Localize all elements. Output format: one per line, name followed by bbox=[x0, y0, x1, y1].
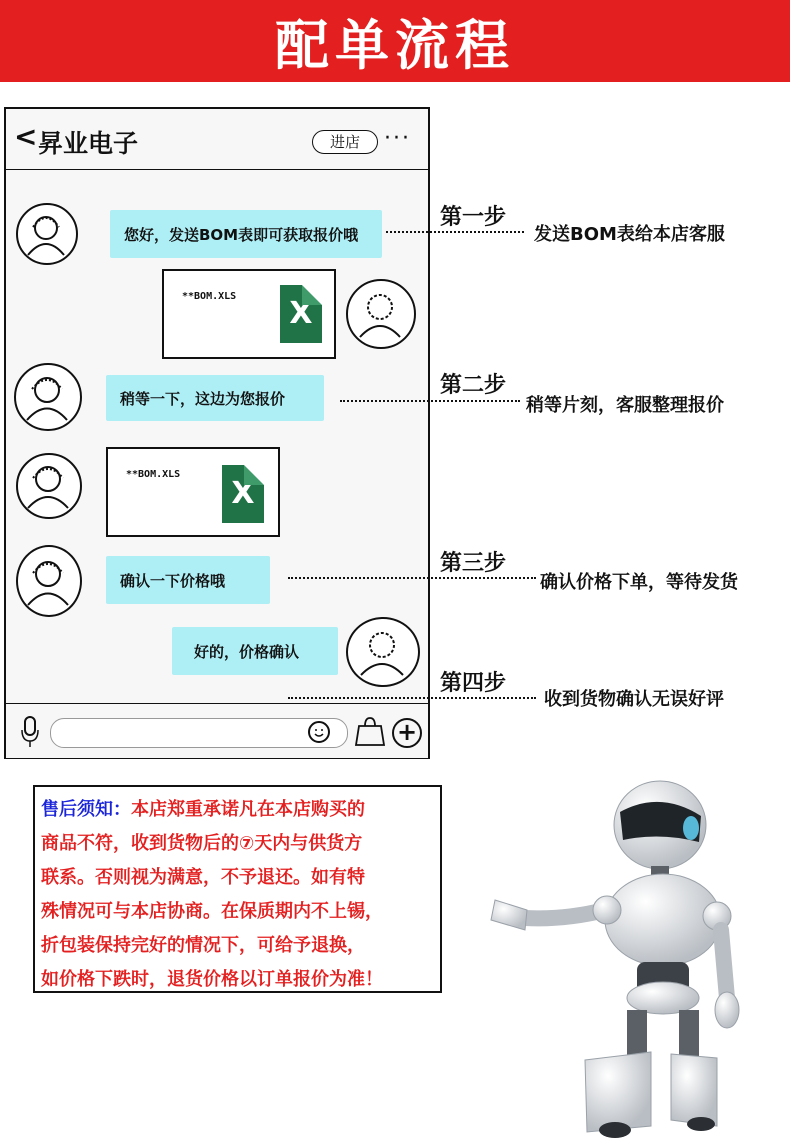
robot-illustration bbox=[455, 770, 755, 1140]
notice-line: 折包装保持完好的情况下，可给予退换， bbox=[41, 935, 365, 956]
shop-name: 昇业电子 bbox=[38, 129, 139, 158]
service-avatar bbox=[16, 453, 82, 519]
title-banner bbox=[0, 0, 790, 82]
service-avatar bbox=[16, 203, 78, 265]
step-connector bbox=[386, 231, 524, 233]
step-label: 第二步 bbox=[440, 373, 507, 398]
step-label: 第四步 bbox=[440, 671, 507, 696]
notice-line: 殊情况可与本店协商。在保质期内不上锡， bbox=[41, 901, 383, 922]
enter-shop-button[interactable]: 进店 bbox=[312, 130, 378, 154]
service-avatar bbox=[14, 363, 82, 431]
step-connector bbox=[288, 577, 536, 579]
chat-phone-mockup bbox=[4, 107, 430, 759]
more-options-icon[interactable]: ··· bbox=[384, 126, 411, 151]
message-bubble bbox=[172, 627, 338, 675]
step-description: 发送BOM表给本店客服 bbox=[534, 224, 725, 245]
step-label: 第三步 bbox=[440, 551, 507, 576]
step-description: 稍等片刻，客服整理报价 bbox=[526, 395, 724, 416]
notice-line: 本店郑重承诺凡在本店购买的 bbox=[131, 799, 365, 820]
plus-icon[interactable]: + bbox=[392, 718, 422, 748]
file-message[interactable] bbox=[162, 269, 336, 359]
file-name: **BOM.XLS bbox=[126, 469, 181, 480]
chat-input-bar bbox=[6, 703, 428, 758]
message-input[interactable] bbox=[50, 718, 348, 748]
excel-file-icon: X bbox=[222, 465, 264, 523]
file-message[interactable] bbox=[106, 447, 280, 537]
step-description: 确认价格下单，等待发货 bbox=[540, 572, 738, 593]
message-bubble bbox=[106, 375, 324, 421]
emoji-icon[interactable] bbox=[308, 721, 330, 743]
notice-line: 如价格下跌时，退货价格以订单报价为准！ bbox=[41, 969, 383, 990]
microphone-icon[interactable] bbox=[20, 716, 40, 748]
service-avatar bbox=[16, 545, 82, 617]
page-title: 配单流程 bbox=[275, 13, 515, 77]
notice-line: 商品不符，收到货物后的⑦天内与供货方 bbox=[41, 833, 363, 854]
step-label: 第一步 bbox=[440, 205, 507, 230]
step-connector bbox=[288, 697, 536, 699]
user-avatar bbox=[346, 279, 416, 349]
excel-file-icon: X bbox=[280, 285, 322, 343]
notice-line: 联系。否则视为满意，不予退还。如有特 bbox=[41, 867, 365, 888]
file-name: **BOM.XLS bbox=[182, 291, 237, 302]
message-text: 好的，价格确认 bbox=[194, 642, 300, 661]
step-description: 收到货物确认无误好评 bbox=[544, 689, 724, 710]
after-sales-notice bbox=[33, 785, 442, 993]
back-chevron-icon[interactable]: < bbox=[14, 120, 38, 153]
message-text: 确认一下价格哦 bbox=[120, 571, 226, 590]
message-text: 稍等一下，这边为您报价 bbox=[120, 389, 286, 408]
user-avatar bbox=[346, 617, 420, 687]
message-bubble bbox=[106, 556, 270, 604]
message-text: 您好，发送BOM表即可获取报价哦 bbox=[124, 225, 359, 244]
step-connector bbox=[340, 400, 520, 402]
message-bubble bbox=[110, 210, 382, 258]
chat-header bbox=[6, 109, 428, 170]
shopping-bag-icon[interactable] bbox=[354, 716, 386, 746]
notice-label: 售后须知： bbox=[41, 799, 131, 820]
